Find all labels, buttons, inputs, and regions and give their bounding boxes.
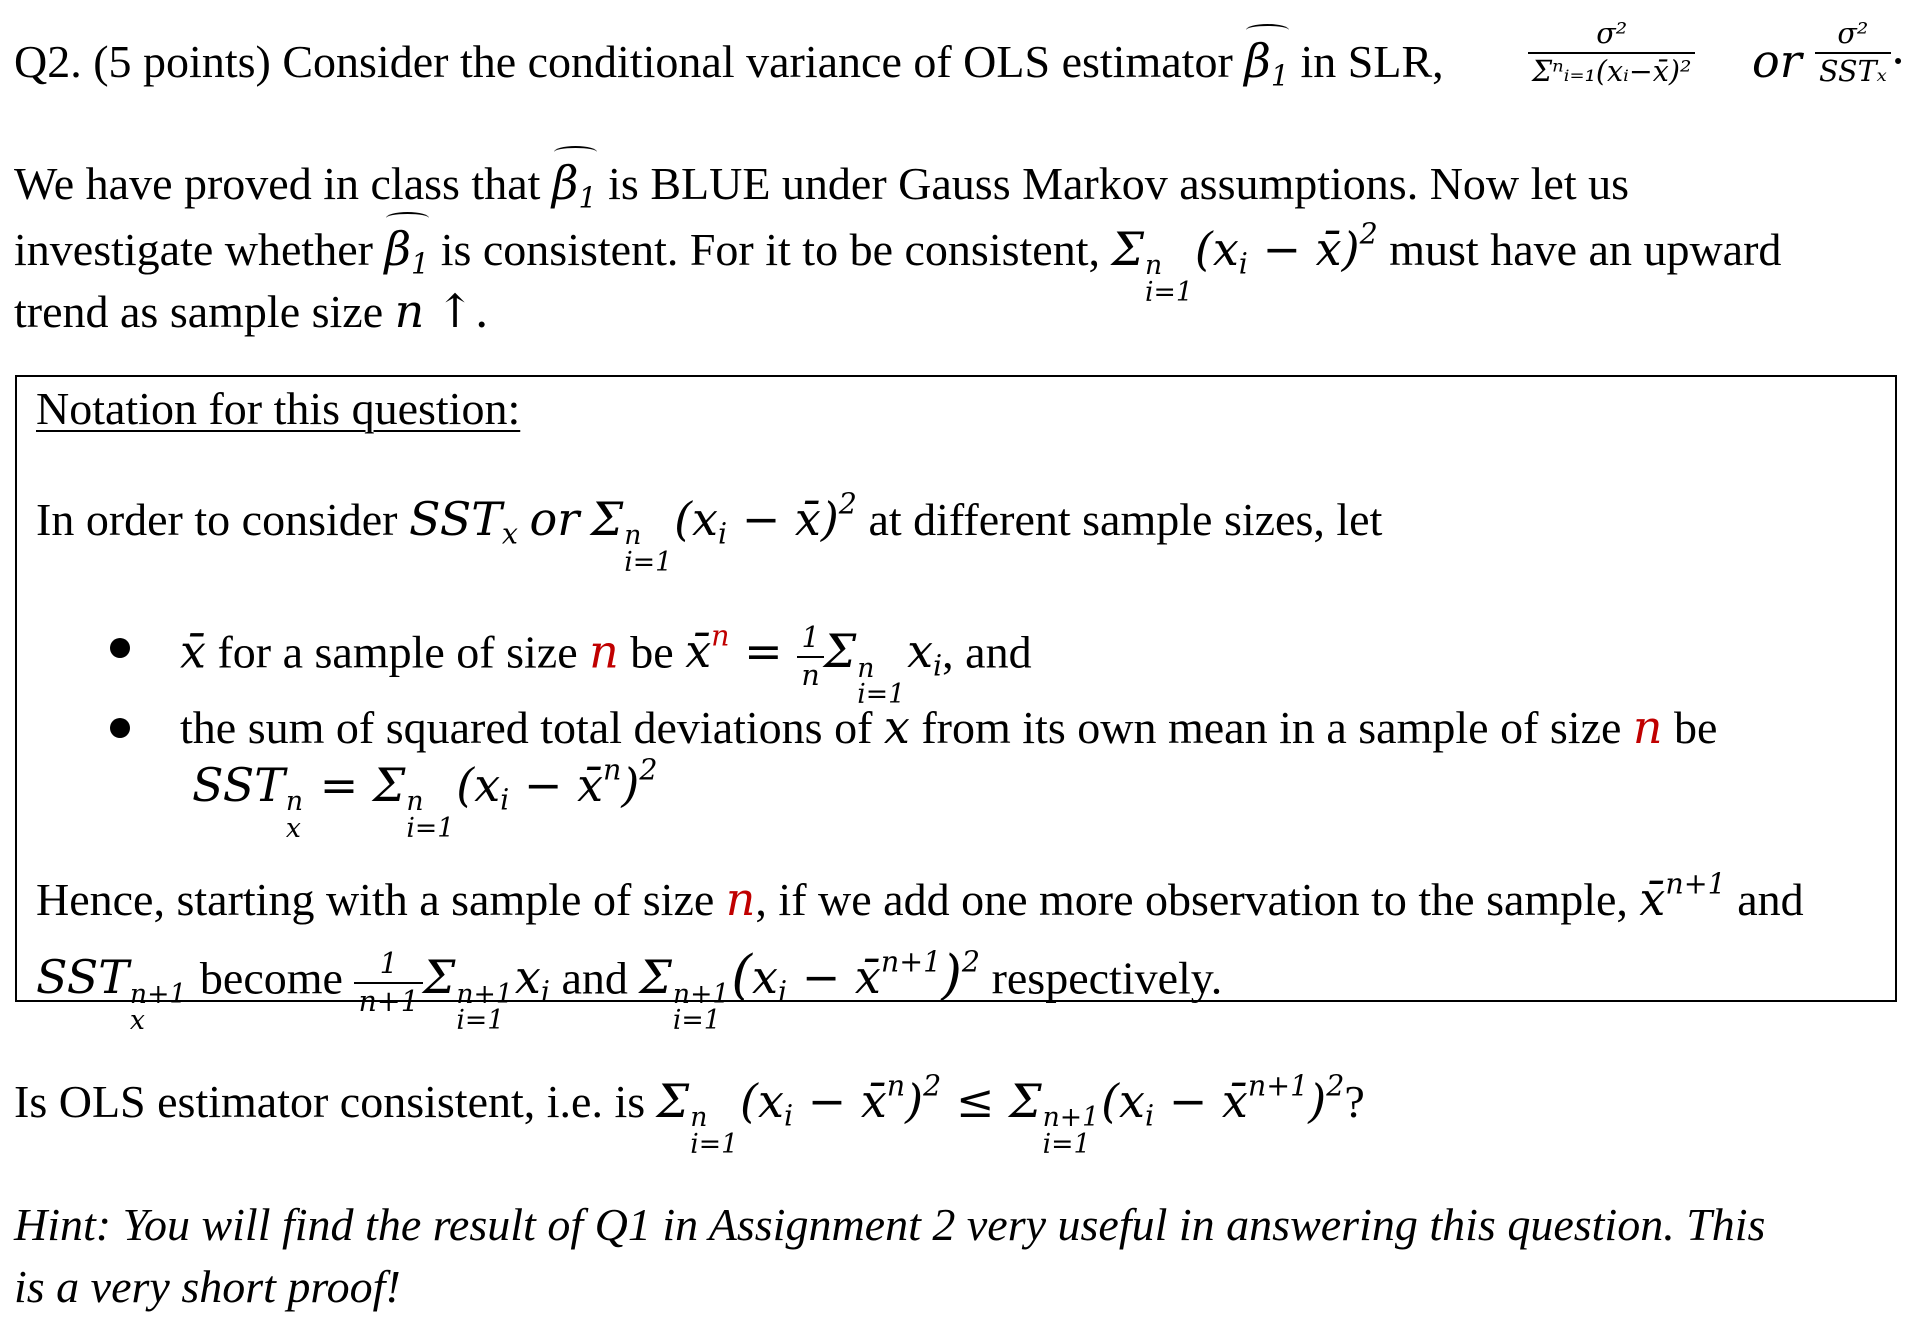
beta1-hat-2: $\beta_1$	[551, 156, 597, 215]
intro-text-2a: investigate whether	[14, 224, 373, 275]
hint-line-2: is a very short proof!	[14, 1261, 401, 1312]
q2-points: (5 points)	[93, 36, 271, 87]
q2-label: Q2.	[14, 36, 82, 87]
bullet-marker-2	[110, 718, 130, 738]
beta1-hat-3: $\beta_1$	[384, 222, 430, 281]
bullet-marker-1	[110, 638, 130, 658]
question-text-b: ?	[1344, 1076, 1365, 1127]
bullet2-text-c: be	[1674, 702, 1718, 753]
bullet-2-line-1: the sum of squared total deviations of x from its own mean in a sample of size n be	[180, 700, 1718, 754]
intro-text-1a: We have proved in class that	[14, 158, 541, 209]
q2-line	[14, 34, 1444, 93]
bullet2-text-a: the sum of squared total deviations of	[180, 702, 873, 753]
hence-text-a: Hence, starting with a sample of size	[36, 874, 715, 925]
respectively-text: respectively.	[991, 952, 1223, 1004]
notation-heading: Notation for this question:	[36, 383, 521, 434]
question-line: Is OLS estimator consistent, i.e. is Σ n i=1 ($x_i$ − x̄$^n$)$^2$ ≤ Σ n+1 i=1 ($x_i$ − x̄$^{n+1}$)$^2$?	[14, 1069, 1365, 1161]
bullet-1: x̄ for a sample of size n be x̄$^n$ = $\frac{1}{n}$ Σ n i=1 $x_i$, and	[180, 620, 1032, 711]
variance-fraction-short: $\frac{\text{σ²}}{\text{SSTₓ}}$ .	[1815, 18, 1905, 88]
become-text: become	[199, 952, 343, 1004]
question-text-a: Is OLS estimator consistent, i.e. is	[14, 1076, 646, 1127]
bullet1-text-a: for a sample of size	[217, 626, 578, 678]
intro-text-1b: is BLUE under Gauss Markov assumptions. Now let us	[608, 158, 1630, 209]
intro-text-2b: is consistent. For it to be consistent,	[440, 224, 1100, 275]
sum-sq-dev: Σ n i=1 ($x_i$ − x̄)$^2$	[1111, 217, 1378, 309]
bullet2-text-b: from its own mean in a sample of size	[921, 702, 1622, 753]
and-text: and	[561, 952, 628, 1004]
q2-in-slr: in SLR,	[1300, 36, 1444, 87]
bullet-2-formula: SST n x = Σ n i=1 ($x_i$ − x̄$^n$)$^2$	[192, 753, 658, 845]
notation-order-line: In order to consider $SST_x$ or Σ n i=1 ($x_i$ − x̄)$^2$ at different sample sizes, let	[36, 487, 1383, 579]
intro-text-2c: must have an upward	[1389, 224, 1782, 275]
bullet1-text-b: be	[630, 626, 674, 678]
hence-text-b: , if we add one more observation to the sample,	[755, 874, 1628, 925]
frac-denominator-long: Σⁿᵢ₌₁(xᵢ−x̄)²	[1528, 52, 1695, 87]
frac-denominator-short: SSTₓ	[1815, 52, 1891, 87]
hint-line-1: Hint: You will find the result of Q1 in Assignment 2 very useful in answering this question. This	[14, 1199, 1766, 1250]
frac-numerator: σ²	[1596, 17, 1628, 50]
order-text-a: In order to consider	[36, 494, 398, 545]
intro-text-3: trend as sample size	[14, 286, 384, 337]
variance-fraction-long	[1528, 18, 1695, 88]
intro-line-1	[14, 156, 1630, 215]
hence-line-1: Hence, starting with a sample of size n, if we add one more observation to the sample, x̄$^{n+1}$ and	[36, 867, 1804, 926]
frac-numerator-2: σ²	[1837, 17, 1869, 50]
beta1-hat: $\beta_1$	[1244, 34, 1290, 93]
hence-line-2: SST n+1 x become $\frac{1}{n+1}$ Σ n+1 i=1 $x_i$ and Σ n+1 i=1 ($x_i$ − x̄$^{n+1}$)$^2$ respectively.	[36, 945, 1223, 1037]
hence-text-c: and	[1737, 874, 1804, 925]
order-or: or	[529, 492, 580, 546]
bullet1-text-c: , and	[942, 626, 1032, 678]
q2-text: Consider the conditional variance of OLS estimator	[282, 36, 1233, 87]
intro-line-3: trend as sample size n ↑.	[14, 284, 489, 338]
q2-or: or	[1752, 34, 1802, 88]
order-text-b: at different sample sizes, let	[868, 494, 1383, 545]
